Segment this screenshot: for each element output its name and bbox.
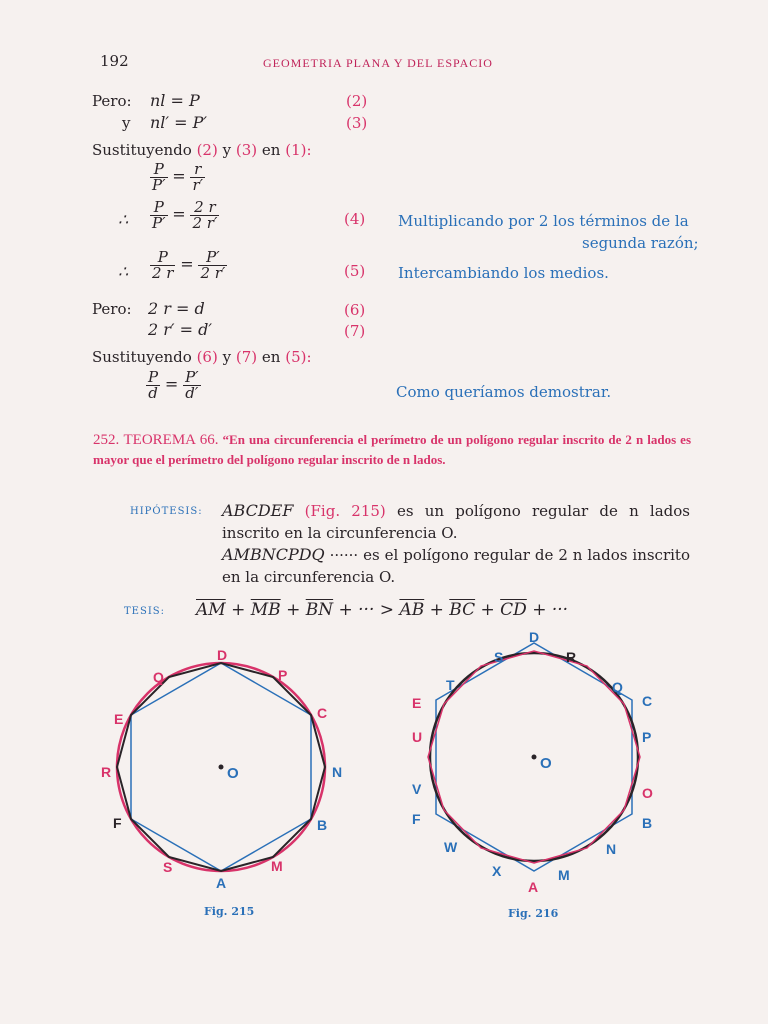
and-word: y	[222, 141, 232, 159]
label-u-2: U	[412, 729, 423, 745]
label-n: N	[332, 764, 343, 780]
fraction-equation-4: $\frac{P}{P'}$ = $\frac{2 r}{2 r'}$	[152, 198, 218, 232]
label-b-2: B	[642, 815, 653, 831]
pero-label-2: Pero:	[92, 300, 132, 318]
label-o-vertex-2: O	[642, 785, 653, 801]
equation-2: nl = P	[150, 91, 200, 110]
label-p-2: P	[642, 729, 652, 745]
label-r-2: R	[566, 649, 577, 665]
equation-6: 2 r = d	[148, 299, 205, 318]
label-n-2: N	[606, 841, 617, 857]
frac4-left-num: P	[153, 198, 164, 216]
hypothesis-line-2-text: ······ es el polígono regular de 2 n lados inscrito en la circunferencia O.	[222, 546, 690, 586]
equation-number-2: (2)	[346, 92, 368, 110]
plus-2: +	[286, 600, 301, 620]
in-word: en	[261, 141, 281, 159]
frac1-left-num: P	[153, 160, 164, 178]
frac5-left-num: P	[157, 248, 168, 266]
ref-eq-7: (7)	[235, 348, 258, 366]
label-v-2: V	[412, 781, 422, 797]
in-word-2: en	[261, 348, 281, 366]
label-e-2: E	[412, 695, 422, 711]
hypothesis-line-2	[222, 544, 690, 588]
theorem-66	[93, 430, 691, 470]
equation-number-6: (6)	[344, 301, 366, 319]
label-c: C	[317, 705, 328, 721]
polygon-ambncpdq: AMBNCPDQ	[222, 545, 325, 564]
note-eq-4-line-1: Multiplicando por 2 los términos de la	[398, 212, 689, 230]
label-s: S	[163, 859, 173, 875]
plus-3: +	[338, 600, 353, 620]
center-point	[219, 765, 224, 770]
segment-cd: $\overline{CD}$	[500, 600, 527, 620]
ref-eq-1: (1):	[285, 141, 312, 159]
ref-eq-5: (5):	[285, 348, 312, 366]
frac5-right-num: P′	[206, 248, 220, 266]
pero-label-1: Pero:	[92, 92, 132, 110]
figure-ref-215: (Fig. 215)	[304, 502, 386, 520]
fig-215-caption: Fig. 215	[204, 905, 255, 918]
hypothesis-label: HIPÓTESIS:	[130, 506, 203, 517]
label-m-2: M	[558, 867, 570, 883]
running-title: GEOMETRIA PLANA Y DEL ESPACIO	[263, 56, 493, 70]
frac4-left-den: P′	[152, 214, 166, 232]
equation-number-5: (5)	[344, 262, 366, 280]
equation-number-7: (7)	[344, 322, 366, 340]
therefore-symbol-1: ∴	[118, 210, 129, 229]
ellipsis-2: ···	[551, 600, 569, 620]
and-word-2: y	[222, 348, 232, 366]
frac5-left-den: 2 r	[152, 264, 174, 282]
label-p: P	[278, 667, 288, 683]
thesis-inequality	[196, 600, 568, 620]
equation-number-4: (4)	[344, 210, 366, 228]
frac1-right-num: r	[194, 160, 202, 178]
label-b: B	[317, 817, 328, 833]
label-a-2: A	[528, 879, 539, 895]
frac-final-left-den: d	[146, 385, 160, 401]
segment-ab: $\overline{AB}$	[399, 600, 425, 620]
theorem-label: 252. TEOREMA 66.	[93, 432, 219, 448]
label-a: A	[216, 875, 227, 891]
label-f: F	[113, 815, 122, 831]
substitution-line-2	[92, 348, 312, 366]
label-t-2: T	[446, 677, 455, 693]
segment-mb: $\overline{MB}$	[250, 600, 281, 620]
therefore-symbol-2: ∴	[118, 262, 129, 281]
equation-3: nl′ = P′	[150, 113, 208, 132]
note-eq-5: Intercambiando los medios.	[398, 264, 609, 282]
note-eq-4-line-2: segunda razón;	[582, 234, 699, 252]
frac-final-right-den: d′	[183, 385, 201, 401]
equation-number-3: (3)	[346, 114, 368, 132]
fraction-equation-5: $\frac{P}{2 r}$ = $\frac{P'}{2 r'}$	[152, 248, 226, 282]
label-e: E	[114, 711, 124, 727]
frac-final-right-num: P′	[185, 368, 199, 386]
label-d-2: D	[529, 630, 540, 645]
label-f-2: F	[412, 811, 421, 827]
frac5-right-den: 2 r′	[200, 264, 226, 282]
label-x-2: X	[492, 863, 502, 879]
segment-bn: $\overline{BN}$	[305, 600, 334, 620]
theorem-statement: “En una circunferencia el perímetro de un polígono regular inscrito de 2 n lados es mayor que el perímetro del polígono regular inscrito de n lados.	[93, 432, 692, 467]
ref-eq-6: (6)	[196, 348, 218, 366]
label-d: D	[217, 647, 228, 663]
frac1-right-den: r′	[192, 176, 204, 194]
segment-bc: $\overline{BC}$	[449, 600, 476, 620]
substitution-word-2: Sustituyendo	[92, 348, 192, 366]
ellipsis-1: ···	[358, 600, 375, 620]
figure-215	[95, 640, 345, 910]
label-o-center-2: O	[540, 755, 552, 772]
center-point-2	[532, 755, 537, 760]
plus-1: +	[231, 600, 246, 620]
ref-eq-2: (2)	[196, 141, 218, 159]
plus-5: +	[480, 600, 495, 620]
y-connector: y	[122, 114, 131, 132]
label-s-2: S	[494, 649, 504, 665]
hypothesis-line-1	[222, 500, 690, 544]
substitution-word: Sustituyendo	[92, 141, 192, 159]
substitution-line-1	[92, 141, 312, 159]
plus-6: +	[532, 600, 547, 620]
equation-7: 2 r′ = d′	[148, 320, 212, 339]
fraction-equation-1: $\frac{P}{P'}$ = $\frac{r}{r'}$	[152, 160, 204, 194]
frac4-right-num: 2 r	[194, 198, 216, 216]
page-number: 192	[100, 52, 129, 70]
ref-eq-3: (3)	[235, 141, 258, 159]
label-w-2: W	[444, 839, 458, 855]
label-q-2: Q	[612, 679, 623, 695]
frac1-left-den: P′	[152, 176, 166, 194]
frac4-right-den: 2 r′	[192, 214, 218, 232]
frac-final-left-num: P	[148, 368, 159, 386]
fraction-equation-final: $\frac{P}{d}$ = $\frac{P'}{d'}$	[148, 368, 199, 402]
fig-216-caption: Fig. 216	[508, 907, 559, 920]
hypothesis-line-1-text: es un polígono regular de n lados inscrito en la circunferencia O.	[222, 502, 690, 542]
label-c-2: C	[642, 693, 653, 709]
label-r: R	[101, 764, 112, 780]
qed-note: Como queríamos demostrar.	[396, 383, 612, 401]
segment-am: $\overline{AM}$	[196, 600, 226, 620]
label-o: O	[227, 765, 239, 782]
label-m: M	[271, 858, 283, 874]
greater-than: >	[379, 600, 395, 620]
thesis-label: TESIS:	[124, 606, 165, 617]
figure-216	[402, 630, 664, 910]
polygon-abcdef: ABCDEF	[222, 501, 294, 520]
label-q: Q	[153, 669, 164, 685]
plus-4: +	[429, 600, 444, 620]
